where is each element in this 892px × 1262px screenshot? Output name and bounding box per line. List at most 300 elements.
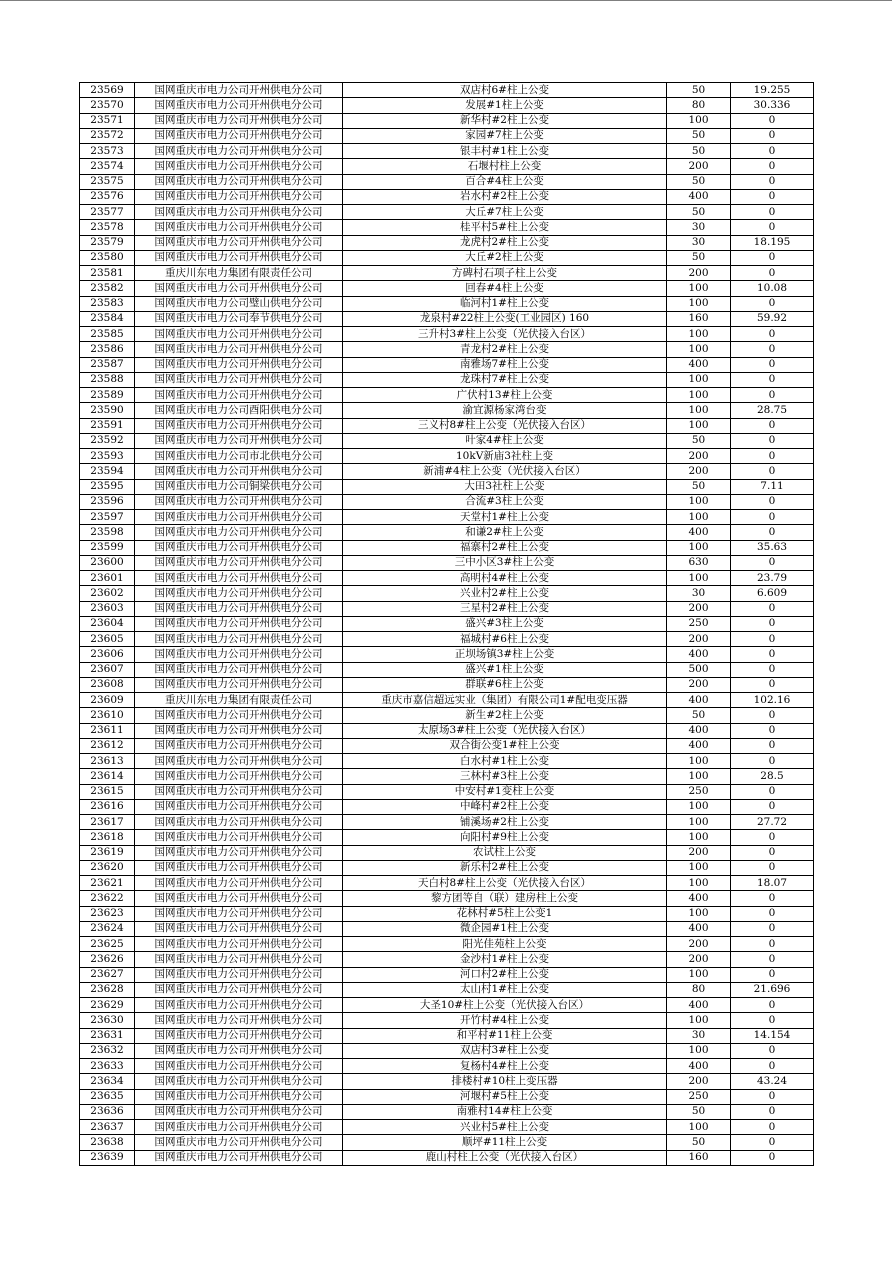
- company-cell: 国网重庆市电力公司开州供电分公司: [135, 113, 343, 128]
- capacity-cell: 630: [667, 555, 731, 570]
- company-cell: 国网重庆市电力公司璧山供电分公司: [135, 296, 343, 311]
- company-cell: 国网重庆市电力公司开州供电分公司: [135, 677, 343, 692]
- table-row: [80, 1013, 814, 1028]
- capacity-cell: 100: [667, 540, 731, 555]
- value-cell: 0: [731, 296, 814, 311]
- station-cell: 银丰村#1柱上公变: [343, 144, 667, 159]
- station-cell: 龙泉村#22柱上公变(工业园区) 160: [343, 311, 667, 326]
- row-id-cell: 23639: [80, 1150, 135, 1165]
- table-row: [80, 723, 814, 738]
- company-cell: 国网重庆市电力公司开州供电分公司: [135, 876, 343, 891]
- table-row: [80, 1120, 814, 1135]
- capacity-cell: 30: [667, 586, 731, 601]
- row-id-cell: 23594: [80, 464, 135, 479]
- value-cell: 0: [731, 937, 814, 952]
- station-cell: 盛兴#3柱上公变: [343, 616, 667, 631]
- company-cell: 国网重庆市电力公司开州供电分公司: [135, 921, 343, 936]
- row-id-cell: 23622: [80, 891, 135, 906]
- table-row: [80, 952, 814, 967]
- row-id-cell: 23638: [80, 1135, 135, 1150]
- company-cell: 国网重庆市电力公司开州供电分公司: [135, 1074, 343, 1089]
- value-cell: 0: [731, 952, 814, 967]
- row-id-cell: 23578: [80, 220, 135, 235]
- capacity-cell: 100: [667, 906, 731, 921]
- value-cell: 0: [731, 220, 814, 235]
- company-cell: 国网重庆市电力公司开州供电分公司: [135, 998, 343, 1013]
- station-cell: 农试柱上公变: [343, 845, 667, 860]
- capacity-cell: 50: [667, 479, 731, 494]
- row-id-cell: 23595: [80, 479, 135, 494]
- table-row: [80, 388, 814, 403]
- table-row: [80, 815, 814, 830]
- row-id-cell: 23570: [80, 98, 135, 113]
- station-cell: 金沙村1#柱上公变: [343, 952, 667, 967]
- value-cell: 0: [731, 921, 814, 936]
- value-cell: 0: [731, 494, 814, 509]
- value-cell: 28.75: [731, 403, 814, 418]
- capacity-cell: 50: [667, 205, 731, 220]
- company-cell: 国网重庆市电力公司开州供电分公司: [135, 967, 343, 982]
- row-id-cell: 23617: [80, 815, 135, 830]
- table-row: [80, 281, 814, 296]
- company-cell: 国网重庆市电力公司开州供电分公司: [135, 205, 343, 220]
- capacity-cell: 100: [667, 113, 731, 128]
- value-cell: 0: [731, 418, 814, 433]
- station-cell: 临河村1#柱上公变: [343, 296, 667, 311]
- company-cell: 国网重庆市电力公司开州供电分公司: [135, 372, 343, 387]
- table-row: [80, 662, 814, 677]
- company-cell: 国网重庆市电力公司铜梁供电分公司: [135, 479, 343, 494]
- table-row: [80, 1059, 814, 1074]
- company-cell: 国网重庆市电力公司开州供电分公司: [135, 174, 343, 189]
- value-cell: 0: [731, 830, 814, 845]
- company-cell: 国网重庆市电力公司开州供电分公司: [135, 1104, 343, 1119]
- row-id-cell: 23589: [80, 388, 135, 403]
- station-cell: 中峰村#2柱上公变: [343, 799, 667, 814]
- row-id-cell: 23569: [80, 83, 135, 98]
- table-row: [80, 571, 814, 586]
- row-id-cell: 23571: [80, 113, 135, 128]
- row-id-cell: 23587: [80, 357, 135, 372]
- capacity-cell: 100: [667, 342, 731, 357]
- value-cell: 0: [731, 327, 814, 342]
- capacity-cell: 100: [667, 281, 731, 296]
- company-cell: 国网重庆市电力公司开州供电分公司: [135, 83, 343, 98]
- table-row: [80, 555, 814, 570]
- capacity-cell: 100: [667, 510, 731, 525]
- row-id-cell: 23636: [80, 1104, 135, 1119]
- table-row: [80, 433, 814, 448]
- table-row: [80, 693, 814, 708]
- value-cell: 0: [731, 388, 814, 403]
- station-cell: 南雅场7#柱上公变: [343, 357, 667, 372]
- capacity-cell: 200: [667, 159, 731, 174]
- value-cell: 0: [731, 708, 814, 723]
- value-cell: 18.195: [731, 235, 814, 250]
- table-row: [80, 937, 814, 952]
- row-id-cell: 23631: [80, 1028, 135, 1043]
- station-cell: 高明村4#柱上公变: [343, 571, 667, 586]
- capacity-cell: 250: [667, 784, 731, 799]
- value-cell: 21.696: [731, 982, 814, 997]
- station-cell: 正坝场镇3#柱上公变: [343, 647, 667, 662]
- capacity-cell: 100: [667, 799, 731, 814]
- table-row: [80, 1043, 814, 1058]
- capacity-cell: 250: [667, 616, 731, 631]
- table-row: [80, 113, 814, 128]
- row-id-cell: 23593: [80, 449, 135, 464]
- row-id-cell: 23633: [80, 1059, 135, 1074]
- table-row: [80, 738, 814, 753]
- row-id-cell: 23602: [80, 586, 135, 601]
- row-id-cell: 23574: [80, 159, 135, 174]
- table-row: [80, 1028, 814, 1043]
- table-row: [80, 540, 814, 555]
- station-cell: 青龙村2#柱上公变: [343, 342, 667, 357]
- table-row: [80, 1135, 814, 1150]
- table-row: [80, 266, 814, 281]
- station-cell: 桂平村5#柱上公变: [343, 220, 667, 235]
- table-row: [80, 311, 814, 326]
- row-id-cell: 23603: [80, 601, 135, 616]
- row-id-cell: 23592: [80, 433, 135, 448]
- table-body: [80, 83, 814, 1166]
- row-id-cell: 23598: [80, 525, 135, 540]
- station-cell: 发展#1柱上公变: [343, 98, 667, 113]
- company-cell: 国网重庆市电力公司开州供电分公司: [135, 1043, 343, 1058]
- station-cell: 鹿山村柱上公变（光伏接入台区）: [343, 1150, 667, 1165]
- table-row: [80, 479, 814, 494]
- value-cell: 28.5: [731, 769, 814, 784]
- row-id-cell: 23605: [80, 632, 135, 647]
- station-cell: 双店村6#柱上公变: [343, 83, 667, 98]
- company-cell: 国网重庆市电力公司开州供电分公司: [135, 220, 343, 235]
- station-cell: 白水村#1柱上公变: [343, 754, 667, 769]
- station-cell: 福寨村2#柱上公变: [343, 540, 667, 555]
- company-cell: 国网重庆市电力公司开州供电分公司: [135, 982, 343, 997]
- company-cell: 国网重庆市电力公司开州供电分公司: [135, 418, 343, 433]
- row-id-cell: 23590: [80, 403, 135, 418]
- value-cell: 0: [731, 677, 814, 692]
- capacity-cell: 160: [667, 311, 731, 326]
- table-row: [80, 464, 814, 479]
- table-row: [80, 189, 814, 204]
- row-id-cell: 23619: [80, 845, 135, 860]
- station-cell: 合流#3柱上公变: [343, 494, 667, 509]
- table-row: [80, 921, 814, 936]
- station-cell: 南雅村14#柱上公变: [343, 1104, 667, 1119]
- capacity-cell: 400: [667, 189, 731, 204]
- table-row: [80, 830, 814, 845]
- value-cell: 59.92: [731, 311, 814, 326]
- company-cell: 国网重庆市电力公司开州供电分公司: [135, 189, 343, 204]
- table-row: [80, 342, 814, 357]
- company-cell: 国网重庆市电力公司开州供电分公司: [135, 738, 343, 753]
- station-cell: 三林村#3柱上公变: [343, 769, 667, 784]
- value-cell: 0: [731, 266, 814, 281]
- station-cell: 兴业村5#柱上公变: [343, 1120, 667, 1135]
- company-cell: 国网重庆市电力公司开州供电分公司: [135, 1135, 343, 1150]
- row-id-cell: 23610: [80, 708, 135, 723]
- company-cell: 国网重庆市电力公司开州供电分公司: [135, 830, 343, 845]
- station-cell: 方碑村石项子柱上公变: [343, 266, 667, 281]
- row-id-cell: 23612: [80, 738, 135, 753]
- table-row: [80, 174, 814, 189]
- station-cell: 新乐村2#柱上公变: [343, 860, 667, 875]
- table-row: [80, 967, 814, 982]
- capacity-cell: 100: [667, 769, 731, 784]
- value-cell: 0: [731, 525, 814, 540]
- capacity-cell: 80: [667, 982, 731, 997]
- capacity-cell: 400: [667, 525, 731, 540]
- company-cell: 国网重庆市电力公司开州供电分公司: [135, 281, 343, 296]
- station-cell: 渝宜源杨家湾台变: [343, 403, 667, 418]
- table-row: [80, 998, 814, 1013]
- capacity-cell: 400: [667, 647, 731, 662]
- value-cell: 0: [731, 662, 814, 677]
- capacity-cell: 50: [667, 250, 731, 265]
- table-row: [80, 632, 814, 647]
- value-cell: 0: [731, 1043, 814, 1058]
- table-row: [80, 906, 814, 921]
- capacity-cell: 100: [667, 876, 731, 891]
- value-cell: 0: [731, 433, 814, 448]
- row-id-cell: 23618: [80, 830, 135, 845]
- capacity-cell: 100: [667, 372, 731, 387]
- company-cell: 国网重庆市电力公司开州供电分公司: [135, 952, 343, 967]
- table-row: [80, 860, 814, 875]
- table-row: [80, 128, 814, 143]
- company-cell: 国网重庆市电力公司开州供电分公司: [135, 906, 343, 921]
- table-row: [80, 754, 814, 769]
- value-cell: 35.63: [731, 540, 814, 555]
- capacity-cell: 400: [667, 921, 731, 936]
- capacity-cell: 50: [667, 83, 731, 98]
- table-row: [80, 327, 814, 342]
- capacity-cell: 400: [667, 693, 731, 708]
- company-cell: 国网重庆市电力公司市北供电分公司: [135, 449, 343, 464]
- value-cell: 0: [731, 372, 814, 387]
- station-cell: 太山村1#柱上公变: [343, 982, 667, 997]
- row-id-cell: 23606: [80, 647, 135, 662]
- capacity-cell: 100: [667, 860, 731, 875]
- company-cell: 国网重庆市电力公司开州供电分公司: [135, 1028, 343, 1043]
- value-cell: 0: [731, 144, 814, 159]
- table-row: [80, 586, 814, 601]
- company-cell: 重庆川东电力集团有限责任公司: [135, 266, 343, 281]
- table-row: [80, 250, 814, 265]
- row-id-cell: 23634: [80, 1074, 135, 1089]
- station-cell: 大丘#7柱上公变: [343, 205, 667, 220]
- value-cell: 0: [731, 1104, 814, 1119]
- table-row: [80, 144, 814, 159]
- row-id-cell: 23599: [80, 540, 135, 555]
- value-cell: 0: [731, 464, 814, 479]
- capacity-cell: 100: [667, 1013, 731, 1028]
- capacity-cell: 200: [667, 601, 731, 616]
- station-cell: 三升村3#柱上公变（光伏接入台区）: [343, 327, 667, 342]
- row-id-cell: 23614: [80, 769, 135, 784]
- company-cell: 国网重庆市电力公司开州供电分公司: [135, 388, 343, 403]
- table-row: [80, 83, 814, 98]
- value-cell: 0: [731, 860, 814, 875]
- capacity-cell: 30: [667, 1028, 731, 1043]
- row-id-cell: 23585: [80, 327, 135, 342]
- capacity-cell: 50: [667, 708, 731, 723]
- capacity-cell: 200: [667, 845, 731, 860]
- table-row: [80, 159, 814, 174]
- company-cell: 国网重庆市电力公司开州供电分公司: [135, 464, 343, 479]
- company-cell: 国网重庆市电力公司开州供电分公司: [135, 616, 343, 631]
- capacity-cell: 80: [667, 98, 731, 113]
- company-cell: 国网重庆市电力公司开州供电分公司: [135, 799, 343, 814]
- row-id-cell: 23604: [80, 616, 135, 631]
- station-cell: 群联#6柱上公变: [343, 677, 667, 692]
- table-row: [80, 449, 814, 464]
- company-cell: 国网重庆市电力公司开州供电分公司: [135, 510, 343, 525]
- row-id-cell: 23632: [80, 1043, 135, 1058]
- value-cell: 0: [731, 1059, 814, 1074]
- station-cell: 岩水村#2柱上公变: [343, 189, 667, 204]
- company-cell: 国网重庆市电力公司开州供电分公司: [135, 937, 343, 952]
- company-cell: 国网重庆市电力公司开州供电分公司: [135, 891, 343, 906]
- capacity-cell: 400: [667, 723, 731, 738]
- capacity-cell: 200: [667, 449, 731, 464]
- company-cell: 国网重庆市电力公司开州供电分公司: [135, 586, 343, 601]
- company-cell: 国网重庆市电力公司开州供电分公司: [135, 540, 343, 555]
- station-cell: 10kV新庙3社柱上变: [343, 449, 667, 464]
- station-cell: 复杨村4#柱上公变: [343, 1059, 667, 1074]
- value-cell: 0: [731, 342, 814, 357]
- row-id-cell: 23582: [80, 281, 135, 296]
- value-cell: 0: [731, 799, 814, 814]
- station-cell: 三义村8#柱上公变（光伏接入台区）: [343, 418, 667, 433]
- capacity-cell: 500: [667, 662, 731, 677]
- value-cell: 14.154: [731, 1028, 814, 1043]
- station-cell: 新华村#2柱上公变: [343, 113, 667, 128]
- station-cell: 双店村3#柱上公变: [343, 1043, 667, 1058]
- station-cell: 三中小区3#柱上公变: [343, 555, 667, 570]
- station-cell: 天堂村1#柱上公变: [343, 510, 667, 525]
- capacity-cell: 400: [667, 738, 731, 753]
- station-cell: 河堰村#5柱上公变: [343, 1089, 667, 1104]
- row-id-cell: 23583: [80, 296, 135, 311]
- capacity-cell: 50: [667, 1104, 731, 1119]
- value-cell: 30.336: [731, 98, 814, 113]
- table-row: [80, 677, 814, 692]
- station-cell: 龙珠村7#柱上公变: [343, 372, 667, 387]
- company-cell: 重庆川东电力集团有限责任公司: [135, 693, 343, 708]
- capacity-cell: 100: [667, 1043, 731, 1058]
- company-cell: 国网重庆市电力公司开州供电分公司: [135, 235, 343, 250]
- company-cell: 国网重庆市电力公司开州供电分公司: [135, 144, 343, 159]
- value-cell: 0: [731, 616, 814, 631]
- company-cell: 国网重庆市电力公司开州供电分公司: [135, 98, 343, 113]
- row-id-cell: 23580: [80, 250, 135, 265]
- capacity-cell: 50: [667, 433, 731, 448]
- row-id-cell: 23577: [80, 205, 135, 220]
- value-cell: 0: [731, 754, 814, 769]
- table-row: [80, 403, 814, 418]
- value-cell: 0: [731, 1089, 814, 1104]
- row-id-cell: 23609: [80, 693, 135, 708]
- value-cell: 0: [731, 510, 814, 525]
- station-cell: 和平村#11柱上公变: [343, 1028, 667, 1043]
- company-cell: 国网重庆市电力公司开州供电分公司: [135, 860, 343, 875]
- value-cell: 0: [731, 205, 814, 220]
- company-cell: 国网重庆市电力公司开州供电分公司: [135, 342, 343, 357]
- station-cell: 花林村#5柱上公变1: [343, 906, 667, 921]
- data-table: [79, 82, 814, 1166]
- value-cell: 0: [731, 967, 814, 982]
- company-cell: 国网重庆市电力公司开州供电分公司: [135, 327, 343, 342]
- station-cell: 太原场3#柱上公变（光伏接入台区）: [343, 723, 667, 738]
- company-cell: 国网重庆市电力公司开州供电分公司: [135, 845, 343, 860]
- value-cell: 0: [731, 738, 814, 753]
- station-cell: 黎方团等自（联）建房柱上公变: [343, 891, 667, 906]
- capacity-cell: 30: [667, 235, 731, 250]
- capacity-cell: 200: [667, 1074, 731, 1089]
- station-cell: 天白村8#柱上公变（光伏接入台区）: [343, 876, 667, 891]
- station-cell: 大圣10#柱上公变（光伏接入台区）: [343, 998, 667, 1013]
- row-id-cell: 23623: [80, 906, 135, 921]
- table-row: [80, 418, 814, 433]
- table-row: [80, 1089, 814, 1104]
- value-cell: 27.72: [731, 815, 814, 830]
- table-row: [80, 1150, 814, 1165]
- capacity-cell: 100: [667, 1120, 731, 1135]
- company-cell: 国网重庆市电力公司开州供电分公司: [135, 159, 343, 174]
- value-cell: 0: [731, 845, 814, 860]
- value-cell: 0: [731, 784, 814, 799]
- row-id-cell: 23579: [80, 235, 135, 250]
- table-row: [80, 510, 814, 525]
- company-cell: 国网重庆市电力公司开州供电分公司: [135, 555, 343, 570]
- company-cell: 国网重庆市电力公司开州供电分公司: [135, 1059, 343, 1074]
- station-cell: 三星村2#柱上公变: [343, 601, 667, 616]
- table-row: [80, 296, 814, 311]
- table-row: [80, 616, 814, 631]
- station-cell: 广伏村13#柱上公变: [343, 388, 667, 403]
- row-id-cell: 23627: [80, 967, 135, 982]
- page-top-border: [0, 0, 892, 1]
- row-id-cell: 23626: [80, 952, 135, 967]
- station-cell: 龙虎村2#柱上公变: [343, 235, 667, 250]
- row-id-cell: 23613: [80, 754, 135, 769]
- row-id-cell: 23572: [80, 128, 135, 143]
- company-cell: 国网重庆市电力公司开州供电分公司: [135, 1089, 343, 1104]
- company-cell: 国网重庆市电力公司开州供电分公司: [135, 1013, 343, 1028]
- capacity-cell: 100: [667, 815, 731, 830]
- table-row: [80, 494, 814, 509]
- row-id-cell: 23620: [80, 860, 135, 875]
- capacity-cell: 200: [667, 952, 731, 967]
- table-row: [80, 235, 814, 250]
- table-row: [80, 799, 814, 814]
- value-cell: 0: [731, 159, 814, 174]
- value-cell: 23.79: [731, 571, 814, 586]
- company-cell: 国网重庆市电力公司开州供电分公司: [135, 357, 343, 372]
- value-cell: 0: [731, 1150, 814, 1165]
- row-id-cell: 23591: [80, 418, 135, 433]
- value-cell: 0: [731, 555, 814, 570]
- row-id-cell: 23600: [80, 555, 135, 570]
- capacity-cell: 250: [667, 1089, 731, 1104]
- row-id-cell: 23628: [80, 982, 135, 997]
- station-cell: 微企园#1柱上公变: [343, 921, 667, 936]
- company-cell: 国网重庆市电力公司酉阳供电分公司: [135, 403, 343, 418]
- row-id-cell: 23624: [80, 921, 135, 936]
